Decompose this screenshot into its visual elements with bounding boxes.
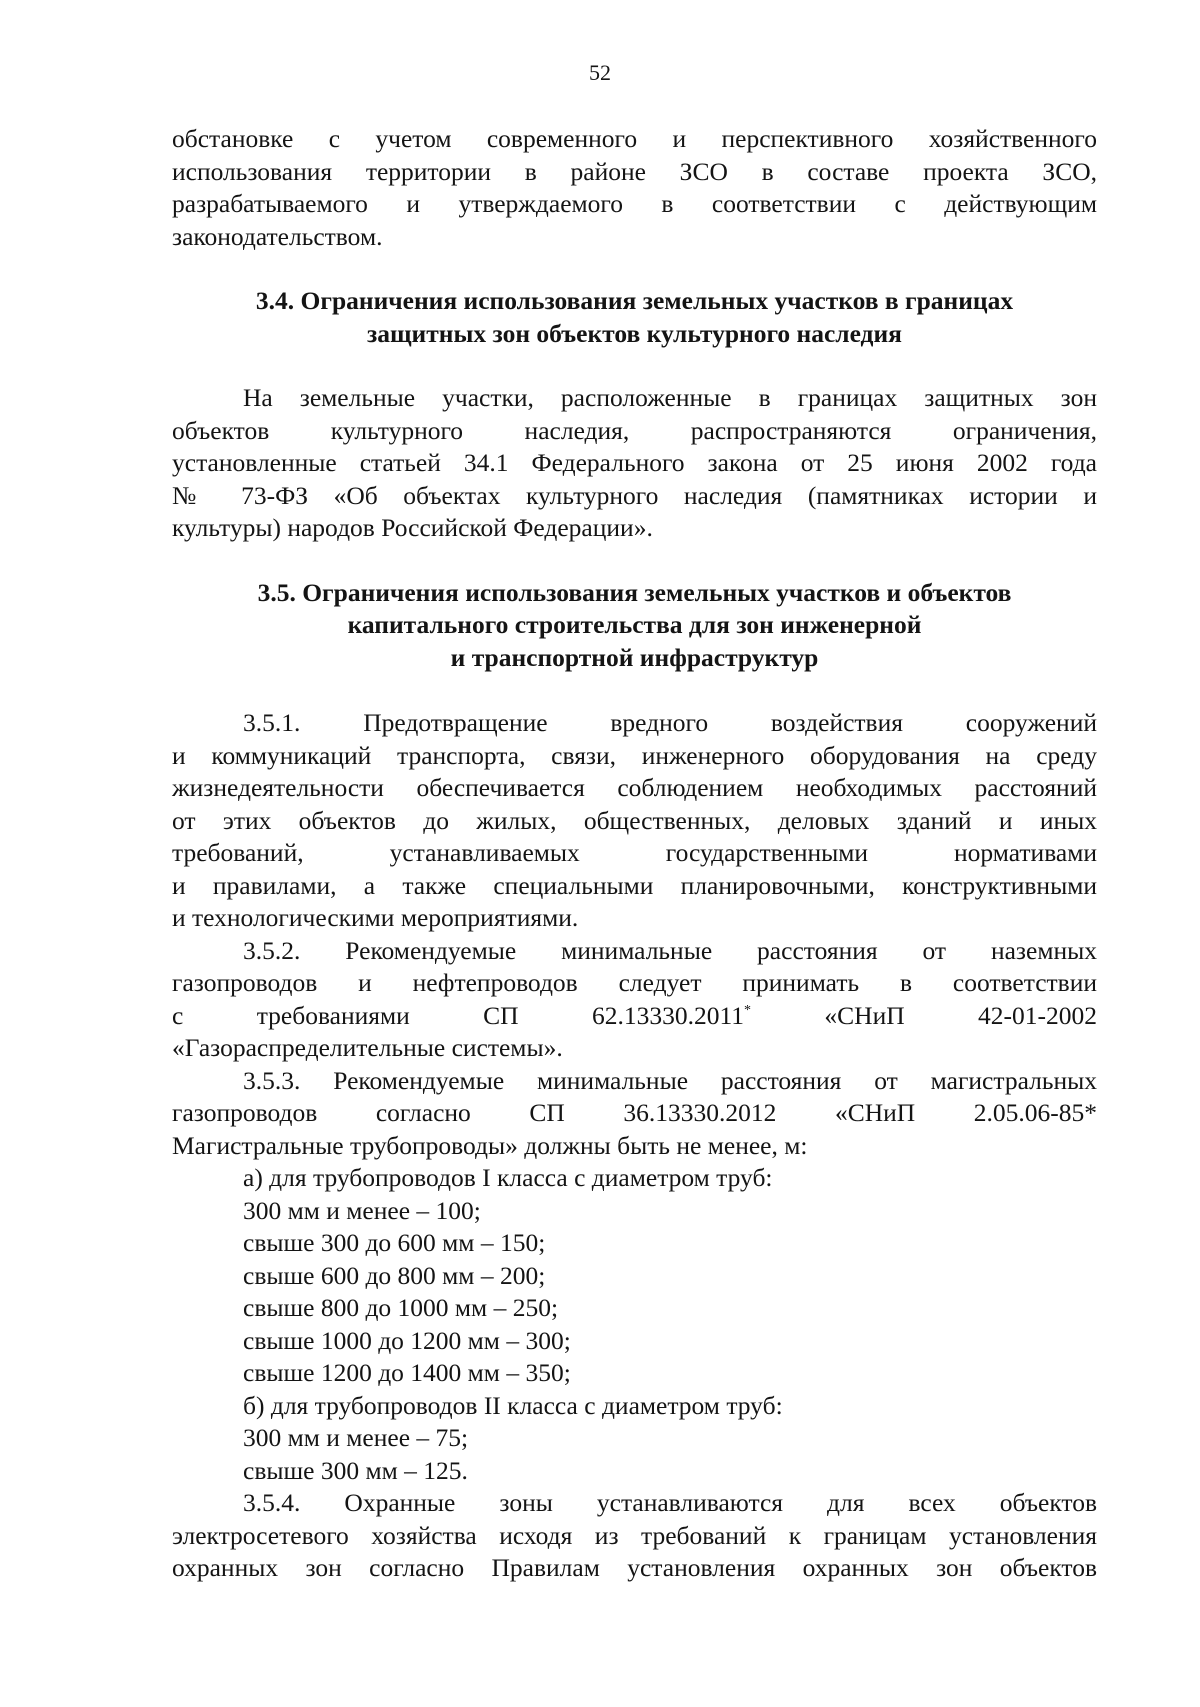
- text-line: 3.5.4. Охранные зоны устанавливаются для всех объектов: [243, 1488, 1097, 1517]
- list-item: свыше 1000 до 1200 мм – 300;: [243, 1325, 571, 1355]
- heading-line: 3.4. Ограничения использования земельных участков в границах: [255, 286, 1014, 315]
- section-3-4-heading: [172, 285, 1097, 350]
- list-item: свыше 1200 до 1400 мм – 350;: [243, 1358, 571, 1387]
- text-line: объектов культурного наследия, распространяются ограничения,: [172, 415, 1097, 445]
- list-item: а) для трубопроводов I класса с диаметром труб:: [243, 1163, 773, 1192]
- section-3-4-paragraph: [172, 382, 1097, 545]
- text-line: № 73-ФЗ «Об объектах культурного наследия (памятниках истории и: [172, 480, 1097, 510]
- paragraph-3-5-4: [172, 1487, 1097, 1585]
- standard-reference: с требованиями СП 62.13330.2011: [172, 1000, 745, 1030]
- text-line: законодательством.: [172, 221, 383, 251]
- heading-line: защитных зон объектов культурного наследия: [367, 318, 902, 348]
- text-line: 3.5.2. Рекомендуемые минимальные расстояния от наземных: [243, 935, 1097, 965]
- text-line: охранных зон согласно Правилам установления охранных зон объектов: [172, 1553, 1097, 1582]
- text-line: На земельные участки, расположенные в границах защитных зон: [243, 383, 1097, 412]
- text-line: требований, устанавливаемых государственными нормативами: [172, 838, 1097, 867]
- list-item: свыше 600 до 800 мм – 200;: [243, 1260, 546, 1290]
- standard-reference-tail: «СНиП 42-01-2002: [751, 1000, 1097, 1030]
- paragraph-3-5-3: [172, 1065, 1097, 1163]
- text-line: установленные статьей 34.1 Федерального закона от 25 июня 2002 года: [172, 448, 1097, 477]
- list-item: свыше 300 мм – 125.: [243, 1455, 468, 1485]
- text-line: использования территории в районе ЗСО в составе проекта ЗСО,: [172, 156, 1097, 186]
- text-line: Магистральные трубопроводы» должны быть не менее, м:: [172, 1130, 808, 1160]
- text-line: [172, 1000, 1097, 1033]
- list-item: б) для трубопроводов II класса с диаметром труб:: [243, 1390, 783, 1420]
- list-item: свыше 800 до 1000 мм – 250;: [243, 1293, 559, 1322]
- page-number: 52: [589, 60, 611, 85]
- text-line: культуры) народов Российской Федерации».: [172, 513, 653, 542]
- text-line: 3.5.3. Рекомендуемые минимальные расстояния от магистральных: [243, 1065, 1097, 1095]
- list-item: 300 мм и менее – 100;: [243, 1195, 481, 1225]
- text-line: разрабатываемого и утверждаемого в соответствии с действующим: [172, 189, 1097, 218]
- list-item: свыше 300 до 600 мм – 150;: [243, 1228, 546, 1257]
- text-line: обстановке с учетом современного и перспективного хозяйственного: [172, 124, 1097, 153]
- distance-list: [172, 1162, 1097, 1487]
- text-line: 3.5.1. Предотвращение вредного воздействия сооружений: [243, 708, 1097, 737]
- text-line: от этих объектов до жилых, общественных, деловых зданий и иных: [172, 805, 1097, 835]
- paragraph-3-5-2: [172, 935, 1097, 1065]
- text-line: «Газораспределительные системы».: [172, 1033, 563, 1062]
- intro-paragraph: [172, 123, 1097, 253]
- text-line: и правилами, а также специальными планировочными, конструктивными: [172, 870, 1097, 900]
- list-item: 300 мм и менее – 75;: [243, 1423, 469, 1452]
- heading-line: капитального строительства для зон инженерной: [347, 610, 922, 639]
- section-3-5-heading: [172, 577, 1097, 675]
- text-line: жизнедеятельности обеспечивается соблюдением необходимых расстояний: [172, 773, 1097, 802]
- heading-line: 3.5. Ограничения использования земельных участков и объектов: [257, 577, 1012, 607]
- document-body: [172, 123, 1097, 1585]
- footnote-mark: *: [744, 1002, 752, 1018]
- heading-line: и транспортной инфраструктур: [450, 642, 819, 672]
- text-line: и коммуникаций транспорта, связи, инженерного оборудования на среду: [172, 740, 1097, 770]
- text-line: газопроводов согласно СП 36.13330.2012 «СНиП 2.05.06-85*: [172, 1098, 1097, 1127]
- text-line: газопроводов и нефтепроводов следует принимать в соответствии: [172, 968, 1097, 997]
- text-line: и технологическими мероприятиями.: [172, 903, 579, 932]
- text-line: электросетевого хозяйства исходя из требований к границам установления: [172, 1520, 1097, 1550]
- paragraph-3-5-1: [172, 707, 1097, 935]
